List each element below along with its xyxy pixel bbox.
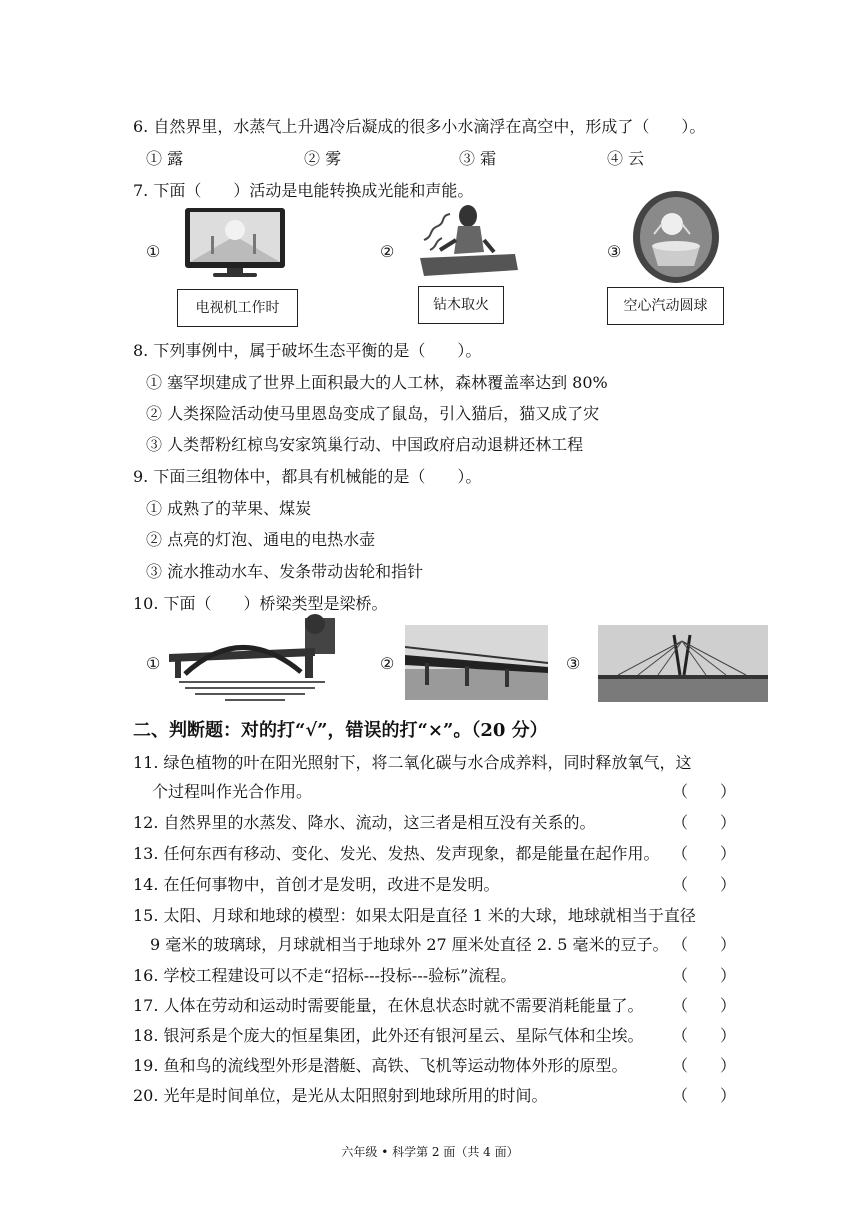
judgment-15-line-2: 9 毫米的玻璃球，月球就相当于地球外 27 厘米处直径 2. 5 毫米的豆子。 <box>150 935 669 954</box>
q7-marker-2: ② <box>380 242 395 261</box>
hollow-steam-sphere-icon <box>632 190 720 284</box>
q6-option-1: ① 露 <box>146 149 184 168</box>
television-icon <box>183 206 287 280</box>
q7-caption-2: 钻木取火 <box>418 286 504 324</box>
question-9-stem: 9. 下面三组物体中，都具有机械能的是（ ）。 <box>133 467 482 486</box>
beam-bridge-icon <box>405 625 548 700</box>
judgment-18-answer[interactable]: （ ） <box>672 1026 737 1045</box>
judgment-16: 16. 学校工程建设可以不走“招标---投标---验标”流程。 <box>133 966 517 985</box>
question-8-stem: 8. 下列事例中，属于破坏生态平衡的是（ ）。 <box>133 341 482 360</box>
judgment-13: 13. 任何东西有移动、变化、发光、发热、发声现象，都是能量在起作用。 <box>133 844 660 863</box>
q9-option-1: ① 成熟了的苹果、煤炭 <box>146 499 312 518</box>
judgment-18: 18. 银河系是个庞大的恒星集团，此外还有银河星云、星际气体和尘埃。 <box>133 1026 644 1045</box>
q10-marker-3: ③ <box>566 654 581 673</box>
arch-bridge-icon <box>165 614 337 704</box>
judgment-12: 12. 自然界里的水蒸发、降水、流动，这三者是相互没有关系的。 <box>133 813 596 832</box>
question-7-stem: 7. 下面（ ）活动是电能转换成光能和声能。 <box>133 181 474 200</box>
section-2-title: 二、判断题：对的打“√”，错误的打“×”。（20 分） <box>133 720 548 741</box>
judgment-17-answer[interactable]: （ ） <box>672 996 737 1015</box>
q10-marker-2: ② <box>380 654 395 673</box>
q6-option-4: ④ 云 <box>607 149 645 168</box>
q6-option-3: ③ 霜 <box>459 149 497 168</box>
q6-option-2: ② 雾 <box>304 149 342 168</box>
judgment-14: 14. 在任何事物中，首创才是发明，改进不是发明。 <box>133 875 500 894</box>
q8-option-2: ② 人类探险活动使马里恩岛变成了鼠岛，引入猫后，猫又成了灾 <box>146 404 600 423</box>
q7-marker-3: ③ <box>607 242 622 261</box>
judgment-11-answer[interactable]: （ ） <box>672 782 737 801</box>
question-6-stem: 6. 自然界里，水蒸气上升遇冷后凝成的很多小水滴浮在高空中，形成了（ ）。 <box>133 117 706 136</box>
q7-caption-3: 空心汽动圆球 <box>607 287 724 325</box>
judgment-11-line-1: 11. 绿色植物的叶在阳光照射下，将二氧化碳与水合成养料，同时释放氧气，这 <box>133 753 692 772</box>
judgment-19-answer[interactable]: （ ） <box>672 1056 737 1075</box>
q9-option-3: ③ 流水推动水车、发条带动齿轮和指针 <box>146 562 424 581</box>
judgment-15-answer[interactable]: （ ） <box>672 935 737 954</box>
page-footer: 六年级 • 科学第 2 面（共 4 面） <box>341 1145 519 1159</box>
judgment-12-answer[interactable]: （ ） <box>672 813 737 832</box>
judgment-15-line-1: 15. 太阳、月球和地球的模型：如果太阳是直径 1 米的大球，地球就相当于直径 <box>133 906 696 925</box>
q8-option-3: ③ 人类帮粉红椋鸟安家筑巢行动、中国政府启动退耕还林工程 <box>146 435 584 454</box>
cable-stayed-bridge-icon <box>598 625 768 702</box>
judgment-11-line-2: 个过程叫作光合作用。 <box>152 782 313 801</box>
judgment-19: 19. 鱼和鸟的流线型外形是潜艇、高铁、飞机等运动物体外形的原型。 <box>133 1056 628 1075</box>
q9-option-2: ② 点亮的灯泡、通电的电热水壶 <box>146 530 376 549</box>
q8-option-1: ① 塞罕坝建成了世界上面积最大的人工林，森林覆盖率达到 80% <box>146 373 608 392</box>
question-10-stem: 10. 下面（ ）桥梁类型是梁桥。 <box>133 594 388 613</box>
judgment-16-answer[interactable]: （ ） <box>672 966 737 985</box>
judgment-14-answer[interactable]: （ ） <box>672 875 737 894</box>
judgment-13-answer[interactable]: （ ） <box>672 844 737 863</box>
drilling-wood-fire-icon <box>410 200 520 282</box>
q7-caption-1: 电视机工作时 <box>177 289 298 327</box>
q7-marker-1: ① <box>146 242 161 261</box>
judgment-20: 20. 光年是时间单位，是光从太阳照射到地球所用的时间。 <box>133 1086 548 1105</box>
q10-marker-1: ① <box>146 654 161 673</box>
judgment-17: 17. 人体在劳动和运动时需要能量，在休息状态时就不需要消耗能量了。 <box>133 996 644 1015</box>
judgment-20-answer[interactable]: （ ） <box>672 1086 737 1105</box>
